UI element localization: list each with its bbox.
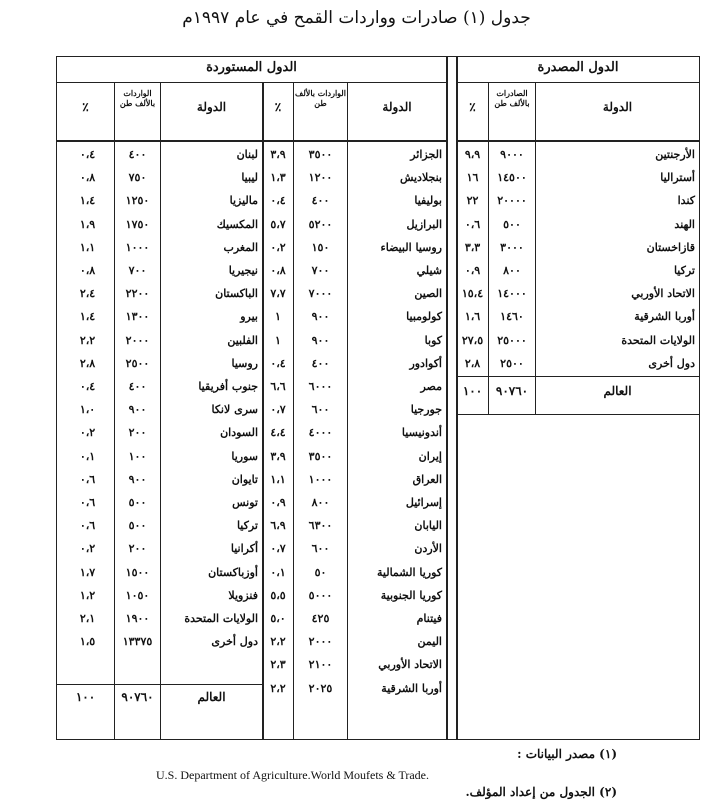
value-cell: ١٤٦٠ <box>500 310 524 324</box>
percent-cell: ٥،٥ <box>270 588 286 602</box>
table-row <box>57 305 262 328</box>
table-row <box>263 305 446 328</box>
value-cell: ١٠٠ <box>128 449 147 463</box>
value-cell: ٢٠٢٥ <box>308 681 333 695</box>
value-cell: ١٢٥٠ <box>125 194 150 208</box>
importers-total-row <box>57 690 262 714</box>
percent-cell: ٢٧،٥ <box>461 333 484 347</box>
country-cell: فيتنام <box>416 612 442 625</box>
table-row <box>57 607 262 630</box>
table-row <box>263 398 446 421</box>
value-cell: ٧٠٠٠ <box>308 287 333 301</box>
country-cell: كوريا الجنوبية <box>380 588 442 602</box>
value-cell: ١٠٥٠ <box>125 588 150 602</box>
exp-col-value: الصادرات بالألف طن <box>494 88 530 108</box>
percent-cell: ١،٢ <box>79 588 96 602</box>
table-row <box>57 166 262 189</box>
country-cell: اليمن <box>417 635 442 649</box>
table-row <box>57 213 262 236</box>
percent-cell: ١٥،٤ <box>461 287 484 301</box>
value-cell: ٨٠٠ <box>503 264 521 277</box>
table-row <box>263 421 446 444</box>
imp-header-line <box>57 140 446 142</box>
percent-cell: ٣،٩ <box>270 148 286 161</box>
imp-r-col-country: الدولة <box>382 100 412 114</box>
value-cell: ٣٥٠٠ <box>308 449 333 463</box>
value-cell: ١٧٥٠ <box>125 217 150 231</box>
country-cell: إسرائيل <box>405 496 442 509</box>
value-cell: ٩٠٠ <box>311 310 330 324</box>
table-row <box>263 584 446 607</box>
country-cell: نيجيريا <box>228 264 258 277</box>
table-row <box>263 607 446 630</box>
table-row <box>457 236 699 259</box>
value-cell: ٦٠٠٠ <box>308 380 333 393</box>
percent-cell: ٠،٦ <box>79 496 96 509</box>
table-row <box>263 445 446 468</box>
footnote-source-text: U.S. Department of Agriculture.World Moufets & Trade. <box>156 768 429 782</box>
country-cell: إيران <box>418 449 442 463</box>
table-row <box>263 143 446 166</box>
value-cell: ١٢٠٠ <box>308 171 333 185</box>
value-cell: ٤٠٠ <box>311 194 330 208</box>
value-cell: ٩٠٠ <box>311 333 330 347</box>
country-cell: الباكستان <box>215 287 258 301</box>
country-cell: روسيا <box>231 356 258 370</box>
value-cell: ٧٥٠ <box>128 171 147 185</box>
percent-cell: ٣،٩ <box>270 449 286 463</box>
percent-cell: ٠،٦ <box>79 519 96 533</box>
table-row <box>57 468 262 491</box>
country-cell: الجزائر <box>410 148 442 161</box>
country-cell: ماليزيا <box>229 194 258 208</box>
exp-total-pct: ١٠٠ <box>462 384 483 398</box>
table-row <box>263 259 446 282</box>
percent-cell: ٤،٤ <box>270 426 286 440</box>
table-title: جدول (١) صادرات وواردات القمح في عام ١٩٩٧م <box>182 8 531 28</box>
percent-cell: ٦،٩ <box>270 519 286 533</box>
imp-r-col-value: الواردات بالألف طن <box>295 88 346 108</box>
country-cell: الولايات المتحدة <box>184 612 258 625</box>
group-divider <box>446 57 448 740</box>
table-row <box>457 259 699 282</box>
percent-cell: ٥،٠ <box>270 612 286 625</box>
exp-total-bottom-line <box>457 414 699 415</box>
country-cell: المكسيك <box>216 217 258 231</box>
percent-cell: ١،٤ <box>79 194 96 208</box>
table-row <box>263 468 446 491</box>
value-cell: ٢٠٠٠ <box>125 333 150 347</box>
percent-cell: ١،٣ <box>270 171 286 185</box>
country-cell: أكوادور <box>409 356 442 370</box>
value-cell: ٢١٠٠ <box>308 658 333 672</box>
value-cell: ٥٢٠٠ <box>308 217 333 231</box>
country-cell: أستراليا <box>660 171 695 185</box>
percent-cell: ١،٥ <box>79 635 96 649</box>
imp-title-line <box>57 82 446 83</box>
percent-cell: ٠،٩ <box>270 496 286 509</box>
table-row <box>57 584 262 607</box>
country-cell: سوريا <box>231 449 258 463</box>
table-row <box>57 375 262 398</box>
country-cell: شيلي <box>416 264 442 277</box>
table-row <box>263 282 446 305</box>
country-cell: كوريا الشمالية <box>377 565 442 579</box>
value-cell: ١٥٠٠ <box>125 565 150 579</box>
table-row <box>263 653 446 676</box>
value-cell: ٧٠٠ <box>128 264 147 277</box>
value-cell: ٤٠٠ <box>128 148 147 161</box>
country-cell: كوبا <box>424 333 442 347</box>
value-cell: ١٣٣٧٥ <box>122 635 153 649</box>
table-row <box>457 329 699 352</box>
value-cell: ٤٠٠ <box>311 356 330 370</box>
imp-total-top-line <box>57 684 262 685</box>
value-cell: ٩٠٠ <box>128 403 147 417</box>
country-cell: كندا <box>677 194 695 208</box>
percent-cell: ٢،٢ <box>270 635 286 649</box>
table-row <box>263 630 446 653</box>
country-cell: دول أخرى <box>211 635 258 649</box>
percent-cell: ١،٧ <box>79 565 96 579</box>
footnote-author: (٢) الجدول من إعداد المؤلف. <box>465 785 617 799</box>
percent-cell: ٠،٢ <box>79 426 96 440</box>
exp-total-value: ٩٠٧٦٠ <box>495 384 529 398</box>
imp-l-col-country: الدولة <box>196 100 227 114</box>
value-cell: ٢٢٠٠ <box>125 287 150 301</box>
country-cell: لبنان <box>236 148 258 161</box>
table-row <box>263 375 446 398</box>
exp-col-country: الدولة <box>602 100 633 114</box>
value-cell: ٢٥٠٠٠ <box>497 333 527 347</box>
percent-cell: ٢،٣ <box>270 658 286 672</box>
percent-cell: ٥،٧ <box>270 217 286 231</box>
percent-cell: ٢،٨ <box>464 356 481 370</box>
country-cell: بيرو <box>240 310 258 324</box>
percent-cell: ٢،٨ <box>79 356 96 370</box>
exporters-total-row <box>457 384 699 408</box>
country-cell: أكرانيا <box>230 542 258 556</box>
value-cell: ٩٠٠٠ <box>500 148 524 161</box>
value-cell: ٣٠٠٠ <box>500 240 524 254</box>
country-cell: الفلبين <box>227 333 258 347</box>
table-row <box>263 537 446 560</box>
value-cell: ٢٥٠٠ <box>500 356 524 370</box>
table-row <box>263 166 446 189</box>
percent-cell: ٢،٢ <box>79 333 96 347</box>
percent-cell: ٠،١ <box>270 565 286 579</box>
percent-cell: ١،٤ <box>79 310 96 324</box>
exp-total-top-line <box>457 376 699 377</box>
table-row <box>263 677 446 700</box>
value-cell: ٥٠٠ <box>128 519 147 533</box>
value-cell: ٤٠٠٠ <box>308 426 333 440</box>
exporters-title: الدول المصدرة <box>537 60 619 75</box>
country-cell: بوليفيا <box>414 194 442 208</box>
value-cell: ١٠٠٠ <box>308 472 333 486</box>
percent-cell: ١،١ <box>270 472 286 486</box>
imp-total-value: ٩٠٧٦٠ <box>121 690 154 704</box>
country-cell: سرى لانكا <box>211 403 258 417</box>
country-cell: جنوب أفريقيا <box>198 380 258 393</box>
percent-cell: ٠،٤ <box>79 148 96 161</box>
percent-cell: ١،٦ <box>464 310 481 324</box>
table-row <box>263 329 446 352</box>
percent-cell: ٩،٩ <box>464 148 481 161</box>
value-cell: ١٠٠٠ <box>125 240 150 254</box>
country-cell: أوربا الشرقية <box>634 310 695 324</box>
percent-cell: ٠،٤ <box>270 356 286 370</box>
exp-col-pct: ٪ <box>469 100 476 114</box>
value-cell: ١٤٠٠٠ <box>497 287 527 301</box>
value-cell: ٤٢٥ <box>311 612 330 625</box>
percent-cell: ٠،٩ <box>464 264 481 277</box>
value-cell: ٣٥٠٠ <box>308 148 333 161</box>
percent-cell: ٠،٤ <box>79 380 96 393</box>
country-cell: ليبيا <box>241 171 258 185</box>
table-row <box>57 236 262 259</box>
country-cell: بنجلاديش <box>399 171 442 185</box>
table-row <box>57 514 262 537</box>
percent-cell: ٠،٢ <box>270 240 286 254</box>
percent-cell: ٢،٤ <box>79 287 96 301</box>
table-row <box>263 561 446 584</box>
percent-cell: ٧،٧ <box>270 287 286 301</box>
percent-cell: ١،١ <box>79 240 96 254</box>
percent-cell: ٠،٦ <box>464 217 481 231</box>
importers-title: الدول المستوردة <box>206 60 297 75</box>
country-cell: مصر <box>420 380 442 393</box>
table-row <box>57 189 262 212</box>
exp-total-label: العالم <box>603 384 632 398</box>
table-row <box>457 352 699 375</box>
country-cell: السودان <box>220 426 258 440</box>
table-row <box>57 537 262 560</box>
percent-cell: ٠،٨ <box>79 171 96 185</box>
table-row <box>457 305 699 328</box>
table-row <box>57 282 262 305</box>
exp-title-line <box>457 82 699 83</box>
table-row <box>57 491 262 514</box>
percent-cell: ٠،٧ <box>270 403 286 417</box>
country-cell: أوربا الشرقية <box>381 681 442 695</box>
country-cell: الاتحاد الأوربي <box>378 658 442 672</box>
imp-total-label: العالم <box>197 690 226 704</box>
value-cell: ٦٠٠ <box>311 542 330 556</box>
percent-cell: ٢،١ <box>79 612 96 625</box>
value-cell: ٤٠٠ <box>128 380 147 393</box>
value-cell: ٦٠٠ <box>311 403 330 417</box>
country-cell: الأردن <box>414 542 442 556</box>
value-cell: ٥٠٠ <box>503 217 521 231</box>
country-cell: العراق <box>412 472 442 486</box>
value-cell: ٥٠٠٠ <box>308 588 333 602</box>
value-cell: ٢٠٠ <box>128 426 147 440</box>
percent-cell: ٢،٢ <box>270 681 286 695</box>
value-cell: ٢٠٠٠ <box>308 635 333 649</box>
percent-cell: ١،٩ <box>79 217 96 231</box>
country-cell: فنزويلا <box>228 588 258 602</box>
country-cell: تركيا <box>236 519 258 533</box>
country-cell: روسيا البيضاء <box>380 240 442 254</box>
country-cell: أندونيسيا <box>401 426 442 440</box>
table-row <box>263 213 446 236</box>
value-cell: ٧٠٠ <box>311 264 330 277</box>
imp-l-col-pct: ٪ <box>82 100 89 114</box>
exp-header-line <box>457 140 699 142</box>
percent-cell: ٠،٢ <box>79 542 96 556</box>
table-row <box>263 352 446 375</box>
percent-cell: ١٦ <box>466 171 479 185</box>
percent-cell: ٦،٦ <box>270 380 286 393</box>
value-cell: ١٣٠٠ <box>125 310 150 324</box>
table-row <box>57 398 262 421</box>
value-cell: ٢٠٠ <box>128 542 147 556</box>
country-cell: المغرب <box>223 240 258 254</box>
country-cell: أوزباكستان <box>208 565 258 579</box>
value-cell: ٥٠٠ <box>128 496 147 509</box>
percent-cell: ٠،٤ <box>270 194 286 208</box>
country-cell: كولومبيا <box>406 310 442 324</box>
percent-cell: ١،٠ <box>79 403 96 417</box>
table-row <box>263 189 446 212</box>
country-cell: دول أخرى <box>648 356 695 370</box>
country-cell: جورجيا <box>410 403 442 417</box>
value-cell: ١٥٠ <box>311 240 330 254</box>
table-row <box>57 143 262 166</box>
table-row <box>57 259 262 282</box>
table-row <box>57 329 262 352</box>
country-cell: الأرجنتين <box>655 148 695 161</box>
value-cell: ١٤٥٠٠ <box>497 171 527 185</box>
value-cell: ٢٥٠٠ <box>125 356 150 370</box>
table-row <box>457 213 699 236</box>
value-cell: ٥٠ <box>314 565 327 579</box>
country-cell: تايوان <box>231 472 258 486</box>
country-cell: قازاخستان <box>646 240 695 254</box>
value-cell: ٦٣٠٠ <box>308 519 333 533</box>
table-row <box>457 166 699 189</box>
country-cell: الهند <box>674 217 695 231</box>
table-row <box>57 445 262 468</box>
percent-cell: ٠،٨ <box>79 264 96 277</box>
footnote-source-label: (١) مصدر البيانات : <box>517 747 617 761</box>
percent-cell: ٢٢ <box>466 194 479 208</box>
percent-cell: ٠،١ <box>79 449 96 463</box>
country-cell: تركيا <box>673 264 695 277</box>
table-row <box>457 189 699 212</box>
imp-l-col-value: الواردات بالألف طن <box>119 88 156 108</box>
table-row <box>57 352 262 375</box>
imp-total-pct: ١٠٠ <box>75 690 96 704</box>
table-row <box>457 282 699 305</box>
percent-cell: ٠،٦ <box>79 472 96 486</box>
imp-r-col-pct: ٪ <box>274 100 282 114</box>
value-cell: ٨٠٠ <box>311 496 330 509</box>
country-cell: الاتحاد الأوربي <box>631 287 695 301</box>
percent-cell: ٣،٣ <box>464 240 481 254</box>
table-row <box>57 630 262 653</box>
value-cell: ٢٠٠٠٠ <box>497 194 527 208</box>
percent-cell: ٠،٧ <box>270 542 286 556</box>
table-row <box>57 421 262 444</box>
table-row <box>263 491 446 514</box>
country-cell: البرازيل <box>406 217 442 231</box>
table-row <box>457 143 699 166</box>
value-cell: ٩٠٠ <box>128 472 147 486</box>
country-cell: الولايات المتحدة <box>621 333 695 347</box>
table-row <box>263 514 446 537</box>
percent-cell: ١ <box>275 310 281 324</box>
percent-cell: ٠،٨ <box>270 264 286 277</box>
country-cell: تونس <box>232 496 258 509</box>
percent-cell: ١ <box>275 333 281 347</box>
value-cell: ١٩٠٠ <box>125 612 150 625</box>
country-cell: الصين <box>414 287 442 301</box>
table-row <box>57 561 262 584</box>
country-cell: اليابان <box>414 519 442 533</box>
table-row <box>263 236 446 259</box>
